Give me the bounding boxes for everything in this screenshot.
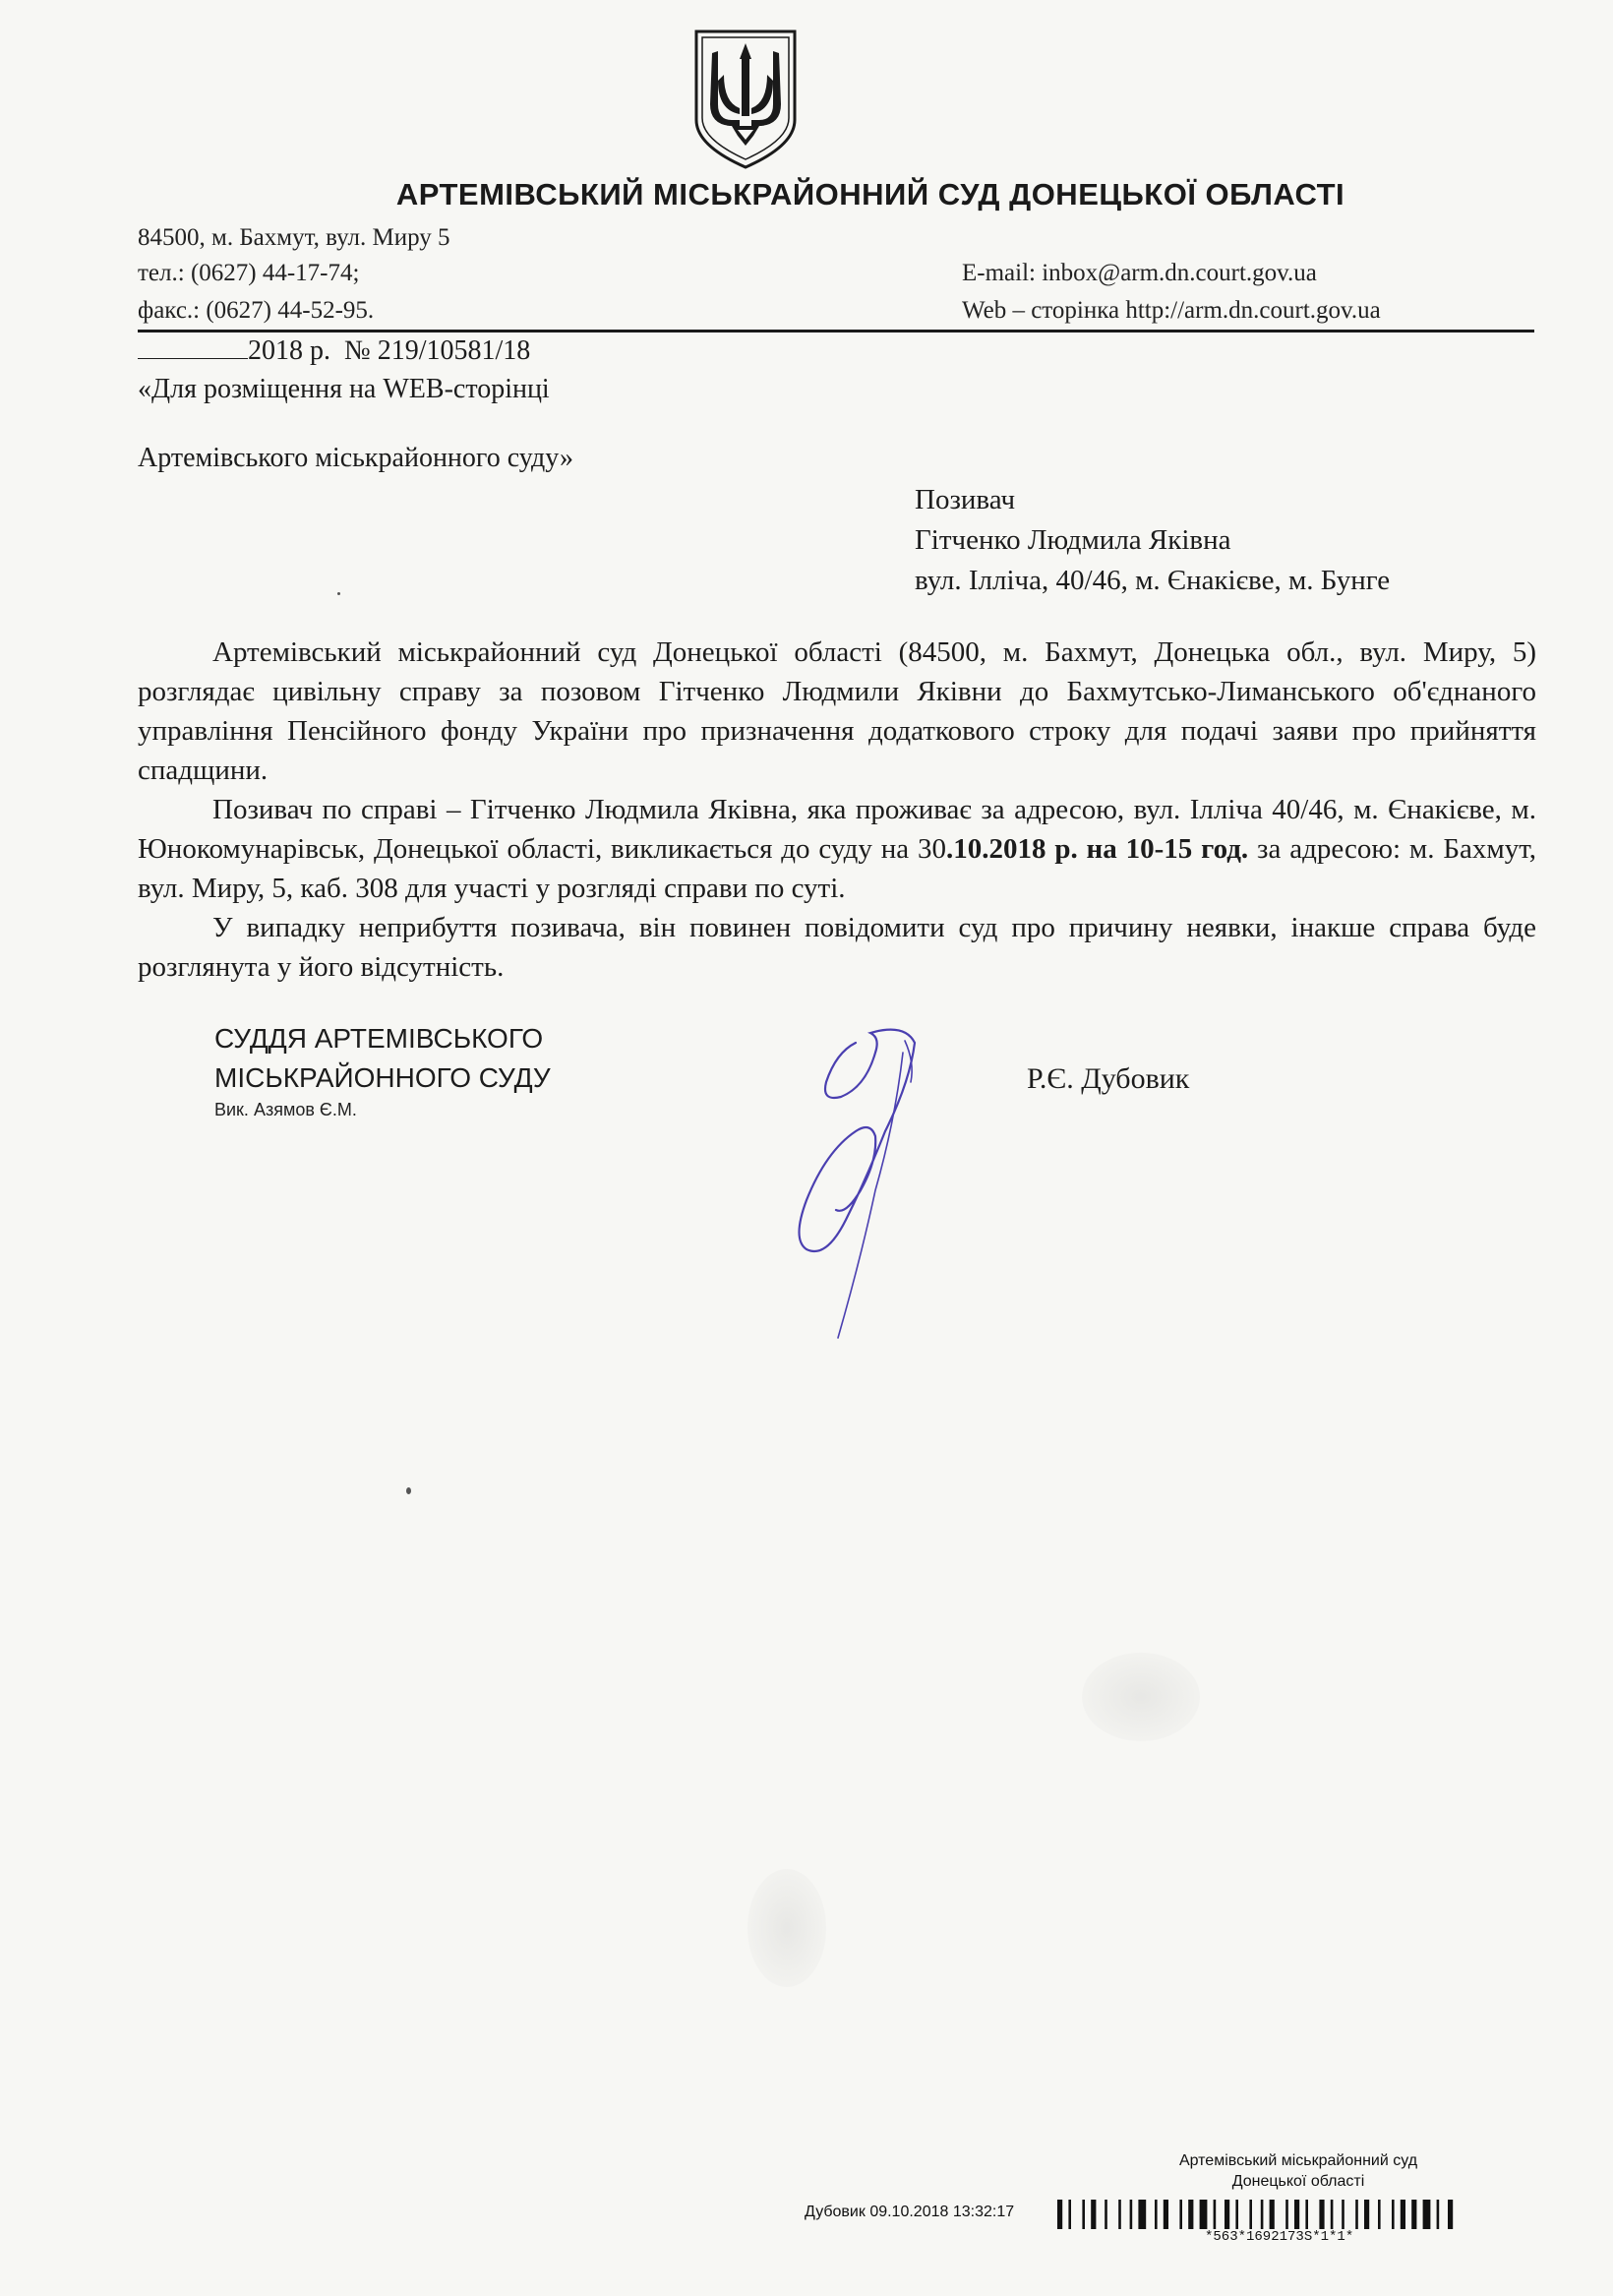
handwritten-signature <box>767 1023 944 1358</box>
barcode-bar <box>1294 2200 1299 2229</box>
court-website: Web – сторінка http://arm.dn.court.gov.ua <box>962 297 1381 324</box>
barcode-bar <box>1057 2200 1062 2229</box>
paragraph-3-text: У випадку неприбуття позивача, він повинен повідомити суд про причину неявки, інакше справа буде розглянута у його відсутність. <box>138 912 1536 983</box>
barcode-bar <box>1285 2200 1288 2229</box>
header-divider <box>138 330 1534 332</box>
barcode-bar <box>1392 2200 1395 2229</box>
barcode-bar <box>1364 2200 1369 2229</box>
barcode-bar <box>1164 2200 1168 2229</box>
barcode-bar <box>1105 2200 1107 2229</box>
court-name: АРТЕМІВСЬКИЙ МІСЬКРАЙОННИЙ СУД ДОНЕЦЬКОЇ ОБЛАСТІ <box>395 177 1345 211</box>
barcode-bar <box>1355 2200 1358 2229</box>
barcode-bar <box>1155 2200 1158 2229</box>
registry-court-line1: Артемівський міськрайонний суд <box>1178 2152 1418 2169</box>
barcode-bar <box>1179 2200 1182 2229</box>
barcode-bar <box>1423 2200 1431 2229</box>
barcode-bar <box>1235 2200 1238 2229</box>
court-phone: тел.: (0627) 44-17-74; <box>138 260 360 286</box>
addressee-name: Гітченко Людмила Яківна <box>915 524 1231 556</box>
body-paragraph-3 <box>138 908 1536 987</box>
court-address: 84500, м. Бахмут, вул. Миру 5 <box>138 224 450 251</box>
barcode-bar <box>1342 2200 1344 2229</box>
barcode-bar <box>1437 2200 1440 2229</box>
paragraph-1-text: Артемівський міськрайонний суд Донецької області (84500, м. Бахмут, Донецька обл., вул. Миру, 5) розглядає цивільну справу за позовом Гітченко Людмили Яківни до Бахмутсько-Лиманського об'єднаного управління Пенсійного фонду України про призначення додаткового строку для подачі заяви про прийняття спадщини. <box>138 636 1536 786</box>
barcode-bar <box>1214 2200 1217 2229</box>
addressee-role: Позивач <box>915 484 1016 515</box>
scan-speck <box>406 1487 411 1494</box>
judge-name: Р.Є. Дубовик <box>1027 1062 1190 1095</box>
scan-smudge <box>747 1869 826 1987</box>
executor-note: Вик. Азямов Є.М. <box>214 1100 357 1119</box>
barcode-bar <box>1249 2200 1252 2229</box>
barcode-bar <box>1319 2200 1324 2229</box>
body-paragraph-2 <box>138 790 1536 908</box>
registry-court-line2: Донецької області <box>1231 2173 1365 2190</box>
court-fax: факс.: (0627) 44-52-95. <box>138 297 375 324</box>
registry-barcode <box>1057 2198 1539 2231</box>
barcode-bar <box>1130 2200 1133 2229</box>
hearing-datetime: .10.2018 р. на 10-15 год. <box>945 833 1249 865</box>
barcode-bar <box>1401 2200 1405 2229</box>
barcode-bar <box>1411 2200 1416 2229</box>
outgoing-year: 2018 р. <box>248 335 330 366</box>
barcode-bar <box>1068 2200 1071 2229</box>
barcode-bar <box>1200 2200 1208 2229</box>
paragraph-2-end: за адресою: м. Бахмут, вул. Миру, 5, каб. 308 для участі у розгляді справи по суті. <box>138 833 1536 904</box>
case-number: № 219/10581/18 <box>344 335 531 366</box>
registry-court <box>1151 2150 1446 2192</box>
barcode-bar <box>1270 2200 1275 2229</box>
barcode-bar <box>1331 2200 1334 2229</box>
outgoing-number <box>138 334 530 367</box>
barcode-bar <box>1138 2200 1146 2229</box>
court-email: E-mail: inbox@arm.dn.court.gov.ua <box>962 260 1317 286</box>
barcode-bar <box>1261 2200 1264 2229</box>
registry-meta: Дубовик 09.10.2018 13:32:17 <box>805 2204 1015 2220</box>
barcode-bar <box>1448 2200 1453 2229</box>
barcode-bar <box>1225 2200 1229 2229</box>
judge-title-line1: СУДДЯ АРТЕМІВСЬКОГО <box>214 1023 544 1054</box>
barcode-bar <box>1118 2200 1121 2229</box>
web-note-line2: Артемівського міськрайонного суду» <box>138 443 573 473</box>
web-note-line1: «Для розміщення на WEB-сторінці <box>138 374 550 404</box>
scan-smudge <box>1082 1653 1200 1741</box>
barcode-bar <box>1188 2200 1193 2229</box>
barcode-bar <box>1305 2200 1308 2229</box>
barcode-text: *563*1692173S*1*1* <box>1205 2229 1354 2245</box>
body-paragraph-1 <box>138 633 1536 790</box>
judge-title-line2: МІСЬКРАЙОННОГО СУДУ <box>214 1062 551 1093</box>
addressee-block <box>915 480 1390 601</box>
addressee-address: вул. Ілліча, 40/46, м. Єнакієве, м. Бунге <box>915 565 1391 596</box>
barcode-bar <box>1082 2200 1085 2229</box>
paragraph-2-start: Позивач по справі – Гітченко Людмила Яківна, яка проживає за адресою, вул. Ілліча 40/46, м. Єнакієве, м. Юнокомунарівськ, Донецької області, викликається до суду на 30 <box>138 794 1536 865</box>
date-blank <box>138 334 248 359</box>
judge-title <box>214 1019 551 1098</box>
scan-speck <box>337 592 340 595</box>
trident-emblem-icon <box>688 26 803 173</box>
barcode-bar <box>1378 2200 1381 2229</box>
barcode-bar <box>1091 2200 1096 2229</box>
